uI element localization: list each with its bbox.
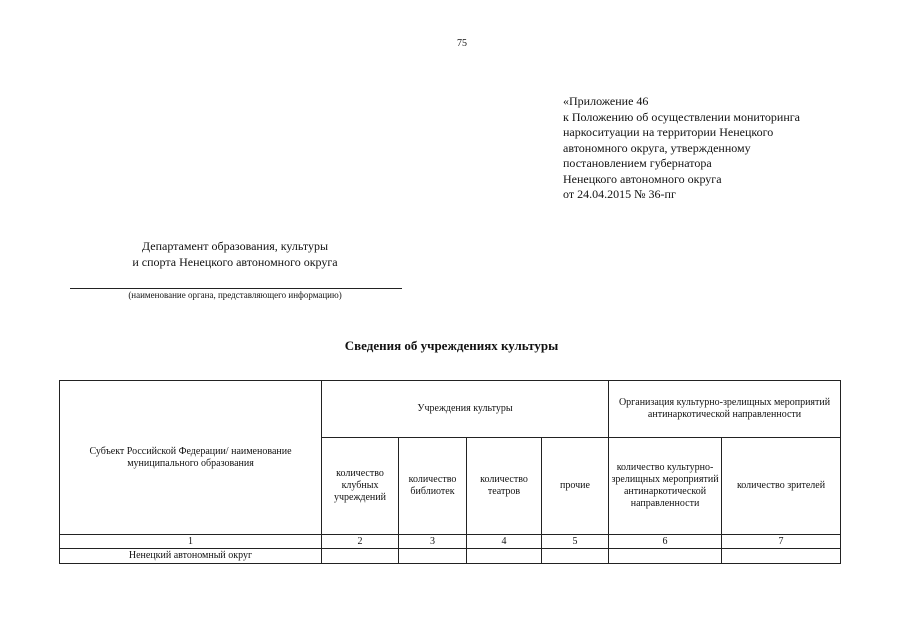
organization-name: [70, 238, 400, 270]
subject-header: Субъект Российской Федерации/ наименование муниципального образования: [60, 381, 322, 535]
column-number: 1: [60, 535, 322, 549]
signature-divider: [70, 288, 402, 289]
column-number: 2: [322, 535, 399, 549]
table-cell: [722, 549, 841, 564]
events-group-header: Организация культурно-зрелищных мероприятий антинаркотической направленности: [609, 381, 841, 438]
column-number: 4: [467, 535, 542, 549]
column-header: количество библиотек: [399, 438, 467, 535]
organization-line-1: Департамент образования, культуры: [141, 239, 329, 253]
table-cell: [609, 549, 722, 564]
column-number: 3: [399, 535, 467, 549]
column-header: количество клубных учреждений: [322, 438, 399, 535]
appendix-line: «Приложение 46: [563, 94, 649, 108]
column-number: 6: [609, 535, 722, 549]
column-header: количество культурно-зрелищных мероприятий антинаркотической направленности: [609, 438, 722, 535]
appendix-line: автономного округа, утвержденному: [563, 140, 751, 155]
column-number: 5: [542, 535, 609, 549]
column-header: прочие: [542, 438, 609, 535]
organization-line-2: и спорта Ненецкого автономного округа: [132, 255, 338, 269]
appendix-note: [563, 94, 800, 203]
culture-institutions-table: [59, 380, 841, 564]
table-cell: [542, 549, 609, 564]
appendix-line: Ненецкого автономного округа: [563, 171, 722, 186]
organization-caption: (наименование органа, представляющего информацию): [128, 290, 342, 300]
column-header: количество театров: [467, 438, 542, 535]
page-number: 75: [457, 38, 467, 49]
table-cell: [322, 549, 399, 564]
column-number: 7: [722, 535, 841, 549]
table-cell: [467, 549, 542, 564]
column-header: количество зрителей: [722, 438, 841, 535]
table-cell: [399, 549, 467, 564]
appendix-line: от 24.04.2015 № 36-пг: [563, 187, 676, 201]
row-subject-name: Ненецкий автономный округ: [60, 549, 322, 564]
appendix-line: к Положению об осуществлении мониторинга: [563, 109, 801, 124]
table-row: [60, 549, 841, 564]
document-title: Сведения об учреждениях культуры: [344, 338, 559, 353]
institutions-group-header: Учреждения культуры: [322, 381, 609, 438]
appendix-line: наркоситуации на территории Ненецкого: [563, 125, 774, 139]
appendix-line: постановлением губернатора: [563, 156, 712, 170]
